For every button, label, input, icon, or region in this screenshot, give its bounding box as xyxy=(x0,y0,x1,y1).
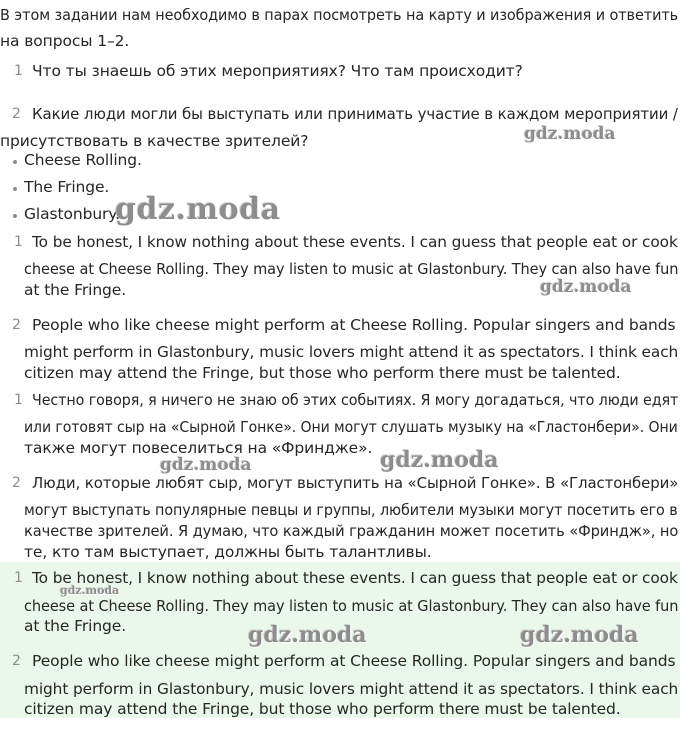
answer-en-1-line-3: at the Fringe. xyxy=(24,281,127,299)
watermark: gdz.moda xyxy=(60,584,120,597)
answer-ru-1-line-2: или готовят сыр на «Сырной Гонке». Они могут слушать музыку на «Гластонбери». Они xyxy=(24,418,678,436)
list-bullet xyxy=(13,187,17,191)
answer-en-2-line-1: People who like cheese might perform at Cheese Rolling. Popular singers and bands xyxy=(32,316,676,334)
watermark: gdz.moda xyxy=(115,192,281,227)
list-item-cheese-rolling: Cheese Rolling. xyxy=(24,151,142,169)
answer-hl-1-number: 1 xyxy=(14,570,23,586)
question-1-text: Что ты знаешь об этих мероприятиях? Что там происходит? xyxy=(32,62,523,80)
answer-hl-1-line-1: To be honest, I know nothing about these events. I can guess that people eat or cook xyxy=(32,569,678,587)
watermark: gdz.moda xyxy=(524,124,616,144)
answer-ru-1-line-3: также могут повеселиться на «Фриндже». xyxy=(24,439,373,457)
list-bullet xyxy=(13,160,17,164)
answer-hl-1-line-2: cheese at Cheese Rolling. They may listen to music at Glastonbury. They can also have fun xyxy=(24,597,679,615)
watermark: gdz.moda xyxy=(160,455,252,475)
answer-hl-2-line-3: citizen may attend the Fringe, but those who perform there must be talented. xyxy=(24,700,621,718)
watermark: gdz.moda xyxy=(540,277,632,297)
answer-hl-2-number: 2 xyxy=(12,653,21,669)
intro-line-1: В этом задании нам необходимо в парах посмотреть на карту и изображения и ответить xyxy=(0,6,679,24)
answer-en-2-line-2: might perform in Glastonbury, music lovers might attend it as spectators. I think each xyxy=(24,343,679,361)
watermark: gdz.moda xyxy=(520,622,639,648)
answer-ru-2-number: 2 xyxy=(12,475,21,491)
list-bullet xyxy=(13,214,17,218)
answer-ru-1-number: 1 xyxy=(14,392,23,408)
answer-en-2-number: 2 xyxy=(12,317,21,333)
watermark: gdz.moda xyxy=(380,447,499,473)
answer-en-1-line-2: cheese at Cheese Rolling. They may listen to music at Glastonbury. They can also have fun xyxy=(24,260,679,278)
answer-ru-2-line-1: Люди, которые любят сыр, могут выступить на «Сырной Гонке». В «Гластонбери» xyxy=(32,474,679,492)
answer-ru-2-line-2: могут выступать популярные певцы и группы, любители музыки могут посетить его в xyxy=(24,501,678,519)
question-1-number: 1 xyxy=(14,63,23,79)
watermark: gdz.moda xyxy=(248,622,367,648)
list-item-glastonbury: Glastonbury. xyxy=(24,205,121,223)
answer-en-1-line-1: To be honest, I know nothing about these events. I can guess that people eat or cook xyxy=(32,233,678,251)
answer-hl-2-line-2: might perform in Glastonbury, music lovers might attend it as spectators. I think each xyxy=(24,680,679,698)
list-item-fringe: The Fringe. xyxy=(24,178,110,196)
question-2-text-line-1: Какие люди могли бы выступать или принимать участие в каждом мероприятии / xyxy=(32,105,678,123)
question-2-text-line-2: присутствовать в качестве зрителей? xyxy=(0,132,309,150)
answer-ru-1-line-1: Честно говоря, я ничего не знаю об этих событиях. Я могу догадаться, что люди едят xyxy=(32,391,679,409)
answer-en-2-line-3: citizen may attend the Fringe, but those who perform there must be talented. xyxy=(24,364,621,382)
answer-ru-2-line-4: те, кто там выступает, должны быть талантливы. xyxy=(24,543,432,561)
answer-ru-2-line-3: качестве зрителей. Я думаю, что каждый гражданин может посетить «Фриндж», но xyxy=(24,522,679,540)
intro-line-2: на вопросы 1–2. xyxy=(0,32,130,50)
question-2-number: 2 xyxy=(12,106,21,122)
answer-hl-1-line-3: at the Fringe. xyxy=(24,617,127,635)
answer-en-1-number: 1 xyxy=(14,234,23,250)
answer-hl-2-line-1: People who like cheese might perform at Cheese Rolling. Popular singers and bands xyxy=(32,652,676,670)
